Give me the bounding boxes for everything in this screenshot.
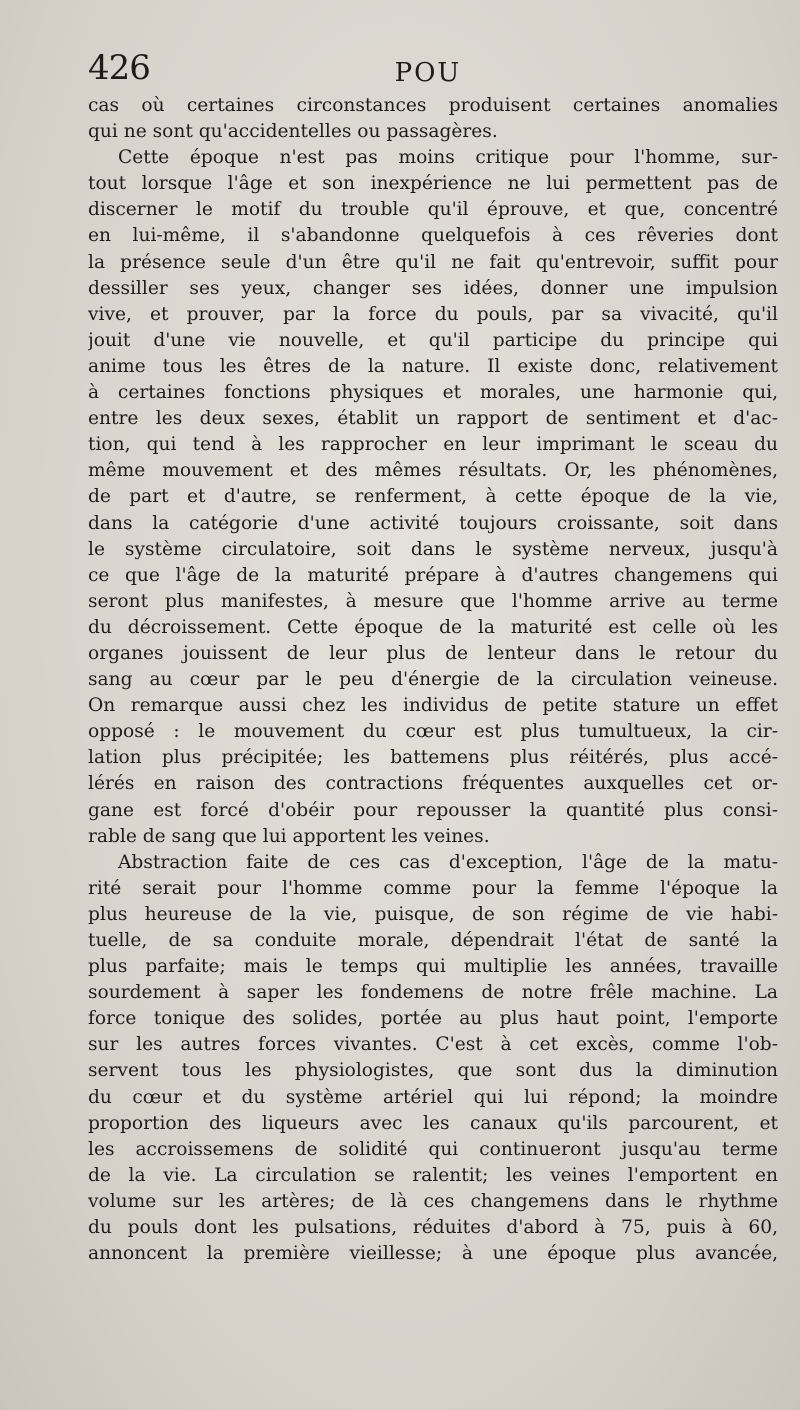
- text-line: On remarque aussi chez les individus de petite stature un effet: [88, 695, 778, 717]
- text-line: rable de sang que lui apportent les veines.: [88, 825, 490, 847]
- text-line: servent tous les physiologistes, que sont dus la diminution: [88, 1060, 778, 1082]
- text-line: la présence seule d'un être qu'il ne fait qu'entrevoir, suffit pour: [88, 251, 778, 273]
- text-line: même mouvement et des mêmes résultats. Or, les phénomènes,: [88, 460, 778, 482]
- text-line: opposé : le mouvement du cœur est plus tumultueux, la cir-: [88, 721, 778, 743]
- text-line: à certaines fonctions physiques et morales, une harmonie qui,: [88, 382, 778, 404]
- text-line: sur les autres forces vivantes. C'est à cet excès, comme l'ob-: [88, 1034, 778, 1056]
- text-line: Abstraction faite de ces cas d'exception, l'âge de la matu-: [118, 851, 778, 873]
- text-line: du cœur et du système artériel qui lui répond; la moindre: [88, 1086, 778, 1108]
- text-line: le système circulatoire, soit dans le système nerveux, jusqu'à: [88, 538, 778, 560]
- text-line: organes jouissent de leur plus de lenteur dans le retour du: [88, 642, 778, 664]
- text-line: dans la catégorie d'une activité toujours croissante, soit dans: [88, 512, 778, 534]
- text-line: plus heureuse de la vie, puisque, de son régime de vie habi-: [88, 903, 778, 925]
- text-line: Cette époque n'est pas moins critique pour l'homme, sur-: [118, 147, 778, 169]
- text-line: lérés en raison des contractions fréquentes auxquelles cet or-: [88, 773, 778, 795]
- text-line: cas où certaines circonstances produisent certaines anomalies: [88, 95, 778, 116]
- text-line: en lui-même, il s'abandonne quelquefois à ces rêveries dont: [88, 225, 778, 247]
- text-line: anime tous les êtres de la nature. Il existe donc, relativement: [88, 355, 778, 377]
- text-line: jouit d'une vie nouvelle, et qu'il participe du principe qui: [88, 329, 778, 351]
- text-line: proportion des liqueurs avec les canaux qu'ils parcourent, et: [88, 1112, 778, 1134]
- text-line: plus parfaite; mais le temps qui multiplie les années, travaille: [88, 956, 778, 978]
- text-line: lation plus précipitée; les battemens plus réitérés, plus accé-: [88, 747, 778, 769]
- text-line: du décroissement. Cette époque de la maturité est celle où les: [88, 616, 778, 638]
- text-line: volume sur les artères; de là ces changemens dans le rhythme: [88, 1190, 778, 1212]
- running-head: POU: [394, 58, 462, 88]
- text-line: tion, qui tend à les rapprocher en leur imprimant le sceau du: [88, 434, 778, 456]
- text-line: vive, et prouver, par la force du pouls, par sa vivacité, qu'il: [88, 303, 778, 325]
- text-line: entre les deux sexes, établit un rapport de sentiment et d'ac-: [88, 408, 778, 430]
- text-line: discerner le motif du trouble qu'il éprouve, et que, concentré: [88, 199, 778, 221]
- text-line: de part et d'autre, se renferment, à cette époque de la vie,: [88, 486, 778, 508]
- text-line: tout lorsque l'âge et son inexpérience ne lui permettent pas de: [88, 173, 778, 195]
- text-line: de la vie. La circulation se ralentit; les veines l'emportent en: [88, 1164, 778, 1186]
- text-line: seront plus manifestes, à mesure que l'homme arrive au terme: [88, 590, 778, 612]
- text-line: annoncent la première vieillesse; à une époque plus avancée,: [88, 1243, 778, 1265]
- page-number: 426: [88, 48, 150, 88]
- text-line: dessiller ses yeux, changer ses idées, donner une impulsion: [88, 277, 778, 299]
- text-line: ce que l'âge de la maturité prépare à d'autres changemens qui: [88, 564, 778, 586]
- body-text: [88, 93, 778, 1267]
- text-line: sang au cœur par le peu d'énergie de la circulation veineuse.: [88, 669, 778, 691]
- text-line: sourdement à saper les fondemens de notre frêle machine. La: [88, 982, 778, 1004]
- text-line: rité serait pour l'homme comme pour la femme l'époque la: [88, 877, 778, 899]
- text-line: les accroissemens de solidité qui continueront jusqu'au terme: [88, 1138, 778, 1160]
- page-header: [88, 48, 768, 96]
- text-line: force tonique des solides, portée au plus haut point, l'emporte: [88, 1008, 778, 1030]
- text-line: gane est forcé d'obéir pour repousser la quantité plus consi-: [88, 799, 778, 821]
- text-line: du pouls dont les pulsations, réduites d'abord à 75, puis à 60,: [88, 1217, 778, 1239]
- text-line: qui ne sont qu'accidentelles ou passagères.: [88, 121, 498, 143]
- text-line: tuelle, de sa conduite morale, dépendrait l'état de santé la: [88, 930, 778, 951]
